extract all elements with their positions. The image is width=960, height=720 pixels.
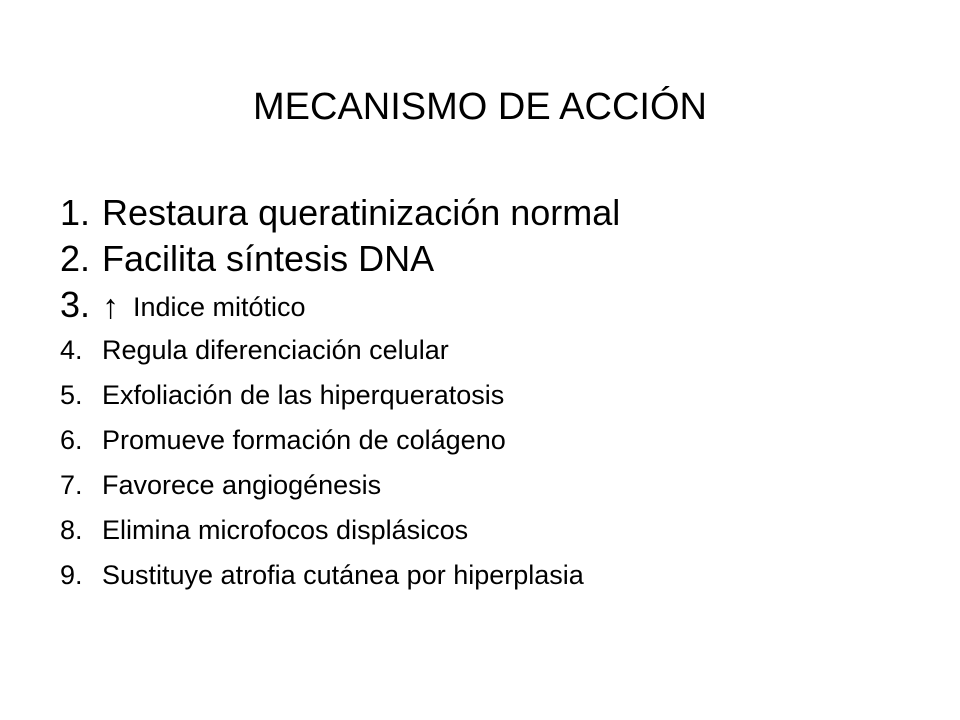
item-number: 7.: [60, 470, 83, 500]
list-item: [60, 373, 940, 418]
item-text: Promueve formación de colágeno: [102, 425, 506, 455]
item-text: Sustituye atrofia cutánea por hiperplasia: [102, 560, 584, 590]
list-item: [60, 328, 940, 373]
item-number: 9.: [60, 560, 83, 590]
up-arrow-icon: ↑: [102, 288, 119, 326]
list-item: [60, 282, 940, 328]
item-text: Facilita síntesis DNA: [102, 238, 435, 279]
item-number: 4.: [60, 335, 83, 365]
list-item: [60, 418, 940, 463]
item-number: 5.: [60, 380, 83, 410]
list-item: [60, 190, 940, 236]
item-number: 6.: [60, 425, 83, 455]
item-text: Restaura queratinización normal: [102, 192, 621, 233]
slide-title: MECANISMO DE ACCIÓN: [253, 86, 707, 128]
item-number: 8.: [60, 515, 83, 545]
item-text: Indice mitótico: [133, 292, 306, 322]
item-number: 3.: [60, 284, 91, 325]
item-text: Elimina microfocos displásicos: [102, 515, 469, 545]
item-number: 1.: [60, 192, 91, 233]
item-text: Exfoliación de las hiperqueratosis: [102, 380, 505, 410]
list-item: [60, 508, 940, 553]
mechanism-list: [60, 190, 940, 598]
list-item: [60, 463, 940, 508]
item-text: Favorece angiogénesis: [102, 470, 382, 500]
item-text: Regula diferenciación celular: [102, 335, 449, 365]
item-number: 2.: [60, 238, 91, 279]
list-item: [60, 553, 940, 598]
list-item: [60, 236, 940, 282]
